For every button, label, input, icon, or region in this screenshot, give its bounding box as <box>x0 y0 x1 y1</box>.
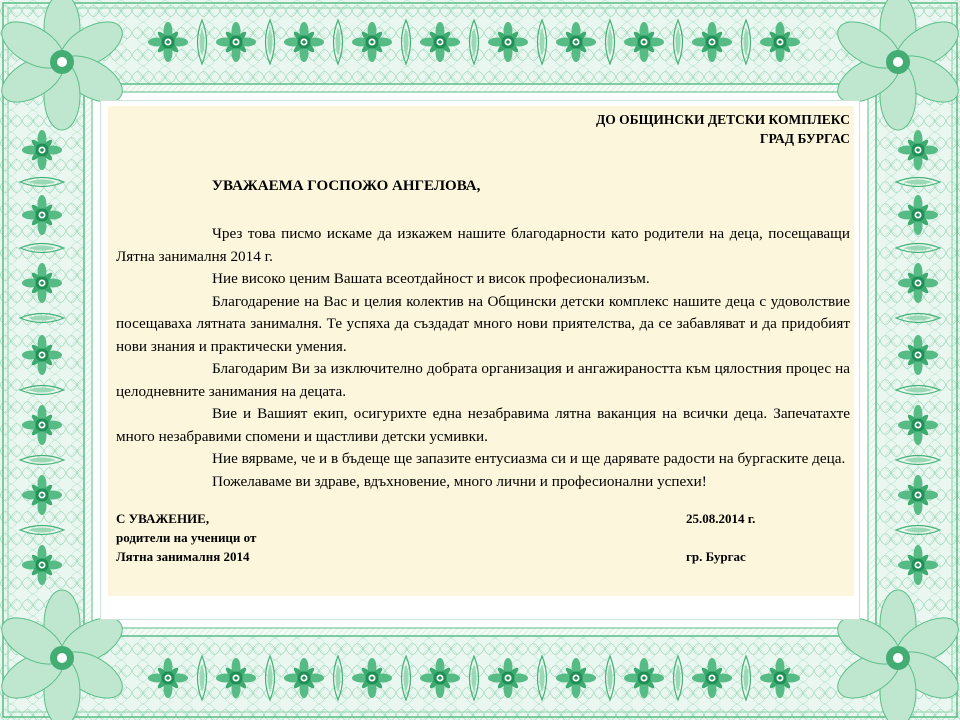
paragraph: Благодарим Ви за изключително добрата организация и ангажираността към цялостния процес на целодневните занимания на децата. <box>116 360 850 400</box>
letter-body <box>108 106 854 596</box>
greeting: УВАЖАЕМА ГОСПОЖО АНГЕЛОВА, <box>212 178 481 194</box>
paragraph: Чрез това писмо искаме да изкажем нашите благодарности като родители на деца, посещаващи Лятна занималня 2014 г. <box>116 225 850 265</box>
paragraph: Ние вярваме, че и в бъдеще ще запазите ентусиазма си и ще дарявате радости на бургаските деца. <box>212 450 846 467</box>
recipient-block <box>116 110 850 148</box>
paragraph: Благодарение на Вас и целия колектив на Общински детски комплекс нашите деца с удоволствие посещаваха лятната занималня. Те успяха да създадат много нови приятелства, да се забавляват и да придобият нови знания и практически умения. <box>116 292 850 355</box>
sender-line-1: родители на ученици от <box>116 530 257 545</box>
signature-sender <box>116 509 256 566</box>
paragraph: Вие и Вашият екип, осигурихте една незабравима лятна ваканция на всички деца. Запечатахте много незабравими спомени и щастливи детски усмивки. <box>116 405 850 445</box>
certificate-panel <box>100 100 860 620</box>
signature-date-place <box>686 509 755 566</box>
letter-place: гр. Бургас <box>686 549 746 564</box>
letter-text <box>116 223 850 493</box>
letter-date: 25.08.2014 г. <box>686 511 756 526</box>
paragraph: Пожелаваме ви здраве, вдъхновение, много лични и професионални успехи! <box>212 472 707 490</box>
recipient-line-1: ДО ОБЩИНСКИ ДЕТСКИ КОМПЛЕКС <box>595 112 850 127</box>
recipient-line-2: ГРАД БУРГАС <box>759 131 850 146</box>
paragraph: Ние високо ценим Вашата всеотдайност и висок професионализъм. <box>212 270 650 287</box>
signature-block <box>116 509 850 569</box>
closing-text: С УВАЖЕНИЕ, <box>116 511 210 526</box>
sender-line-2: Лятна занималня 2014 <box>116 549 250 564</box>
